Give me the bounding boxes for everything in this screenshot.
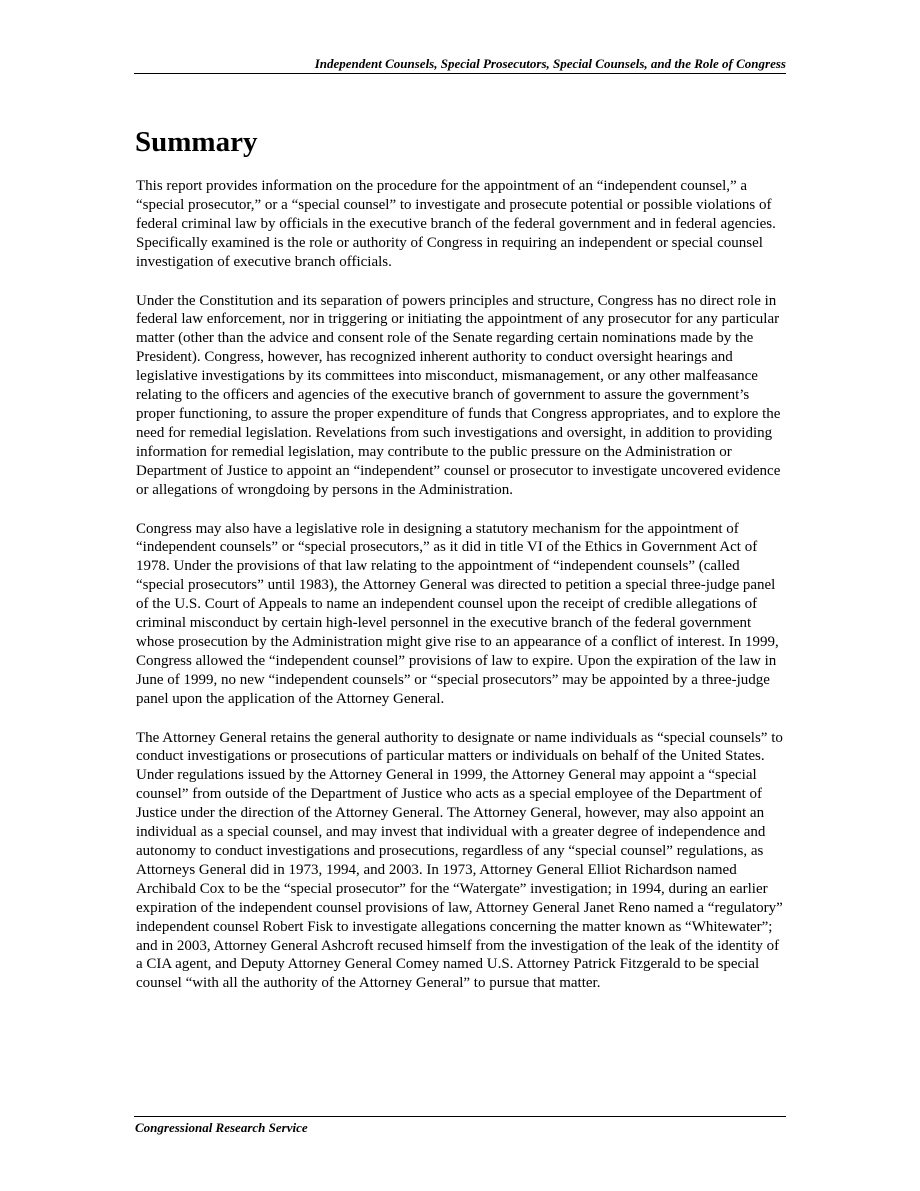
footer-divider <box>134 1116 786 1117</box>
paragraph-3: Congress may also have a legislative role in designing a statutory mechanism for the appointment of “independent counsels” or “special prosecutors,” as it did in title VI of the Ethics in Government Act of 1978. Under the provisions of that law relating to the appointment of “independent counsels” (called “special prosecutors” until 1983), the Attorney General was directed to petition a special three-judge panel of the U.S. Court of Appeals to name an independent counsel upon the receipt of credible allegations of criminal misconduct by certain high-level personnel in the executive branch of the federal government whose prosecution by the Administration might give rise to an appearance of a conflict of interest. In 1999, Congress allowed the “independent counsel” provisions of law to expire. Upon the expiration of the law in June of 1999, no new “independent counsels” or “special prosecutors” may be appointed by a three-judge panel upon the application of the Attorney General. <box>136 520 779 707</box>
paragraph-2: Under the Constitution and its separation of powers principles and structure, Congress has no direct role in federal law enforcement, nor in triggering or initiating the appointment of any prosecutor for any particular matter (other than the advice and consent role of the Senate regarding certain nominations made by the President). Congress, however, has recognized inherent authority to conduct oversight hearings and legislative investigations by its committees into misconduct, mismanagement, or any other malfeasance relating to the officers and agencies of the executive branch of government to assure the government’s proper functioning, to assure the proper expenditure of funds that Congress appropriates, and to explore the need for remedial legislation. Revelations from such investigations and oversight, in addition to providing information for remedial legislation, may contribute to the public pressure on the Administration or Department of Justice to appoint an “independent” counsel or prosecutor to investigate uncovered evidence or allegations of wrongdoing by persons in the Administration. <box>136 292 781 498</box>
summary-body <box>136 177 786 1013</box>
running-header: Independent Counsels, Special Prosecutors, Special Counsels, and the Role of Congress <box>314 56 786 71</box>
footer-publisher: Congressional Research Service <box>135 1120 308 1135</box>
page-title: Summary <box>135 126 258 158</box>
paragraph-4: The Attorney General retains the general authority to designate or name individuals as “special counsels” to conduct investigations or prosecutions of particular matters or individuals on behalf of the United States. Under regulations issued by the Attorney General in 1999, the Attorney General may appoint a “special counsel” from outside of the Department of Justice who acts as a special employee of the Department of Justice under the direction of the Attorney General. The Attorney General, however, may also appoint an individual as a special counsel, and may invest that individual with a greater degree of independence and autonomy to conduct investigations and prosecutions, regardless of any “special counsel” regulations, as Attorneys General did in 1973, 1994, and 2003. In 1973, Attorney General Elliot Richardson named Archibald Cox to be the “special prosecutor” for the “Watergate” investigation; in 1994, during an earlier expiration of the independent counsel provisions of law, Attorney General Janet Reno named a “regulatory” independent counsel Robert Fisk to investigate allegations concerning the matter known as “Whitewater”; and in 2003, Attorney General Ashcroft recused himself from the investigation of the leak of the identity of a CIA agent, and Deputy Attorney General Comey named U.S. Attorney Patrick Fitzgerald to be special counsel “with all the authority of the Attorney General” to pursue that matter. <box>136 729 783 992</box>
header-divider <box>134 73 786 74</box>
paragraph-1: This report provides information on the procedure for the appointment of an “independent counsel,” a “special prosecutor,” or a “special counsel” to investigate and prosecute potential or possible violations of federal criminal law by officials in the executive branch of the federal government and in federal agencies. Specifically examined is the role or authority of Congress in requiring an independent or special counsel investigation of executive branch officials. <box>136 178 776 270</box>
